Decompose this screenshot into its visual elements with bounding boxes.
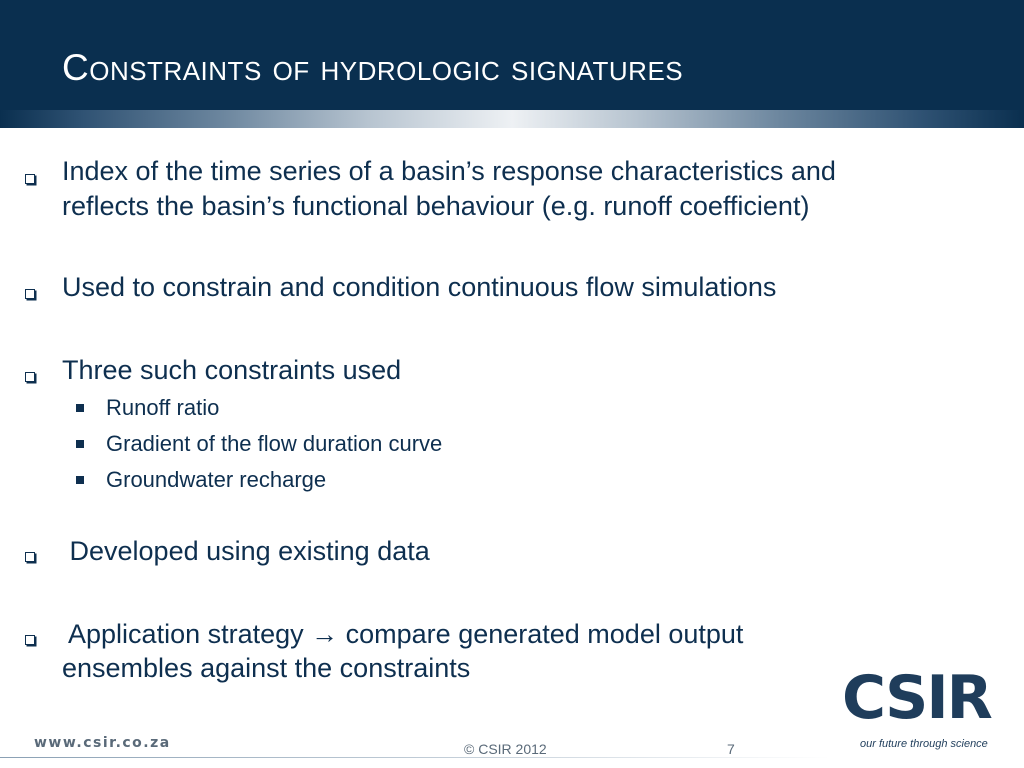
bullet-text: ensembles against the constraints xyxy=(62,653,471,683)
sub-bullet-marker xyxy=(76,476,84,484)
bullet-text: Index of the time series of a basin’s response characteristics and xyxy=(62,156,836,186)
logo-wordmark: CSIR xyxy=(842,663,991,733)
bullet-text: Three such constraints used xyxy=(62,355,402,385)
footer-copyright: © CSIR 2012 xyxy=(464,741,547,757)
footer-url: www.csir.co.za xyxy=(34,735,171,751)
sub-bullet-text: Groundwater recharge xyxy=(106,467,327,492)
bullet-marker xyxy=(25,552,35,562)
bullet-text: reflects the basin’s functional behaviour (e.g. runoff coefficient) xyxy=(62,191,810,221)
bullet-marker xyxy=(25,174,35,184)
bullet-marker xyxy=(25,635,35,645)
bullet-marker xyxy=(25,289,35,299)
sub-bullet-marker xyxy=(76,440,84,448)
bullet-text: Developed using existing data xyxy=(62,536,430,566)
sub-bullet-text: Gradient of the flow duration curve xyxy=(106,431,443,456)
bullet-text: Application strategy → compare generated model output xyxy=(62,619,744,649)
sub-bullet-text: Runoff ratio xyxy=(106,395,220,420)
bullet-text: Used to constrain and condition continuous flow simulations xyxy=(62,272,777,302)
title-bar xyxy=(0,0,1024,110)
slide-title: Constraints of hydrologic signatures xyxy=(62,47,684,88)
page-number: 7 xyxy=(727,741,735,757)
sub-bullet-marker xyxy=(76,404,84,412)
csir-logo xyxy=(838,660,991,760)
header-gradient-bar xyxy=(0,110,1024,128)
logo-tagline: our future through science xyxy=(860,738,988,750)
footer-divider xyxy=(0,757,830,758)
bullet-marker xyxy=(25,372,35,382)
